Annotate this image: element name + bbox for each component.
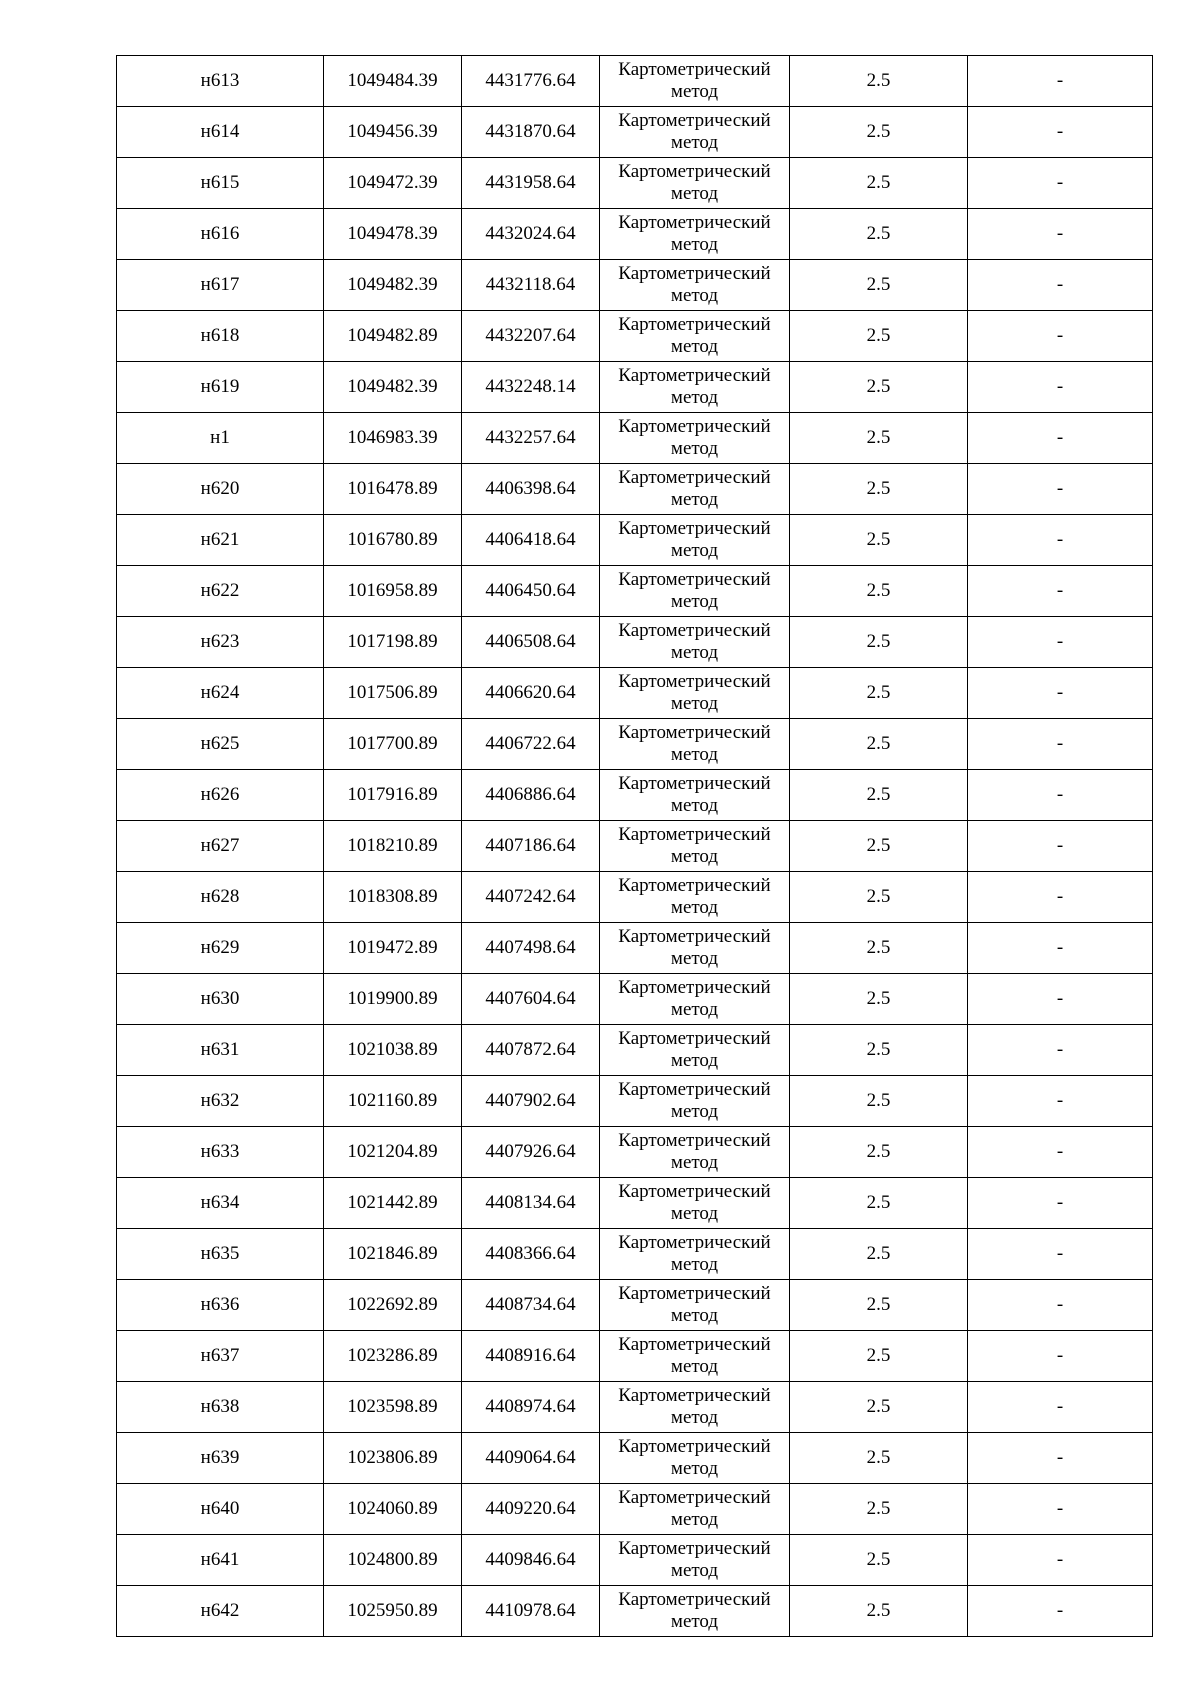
cell-coordinate-x: 1049478.39 (324, 209, 462, 260)
cell-point-number: н620 (117, 464, 324, 515)
cell-coordinate-y: 4409846.64 (462, 1535, 600, 1586)
cell-point-number: н637 (117, 1331, 324, 1382)
cell-accuracy: 2.5 (790, 209, 968, 260)
method-line-2: метод (670, 285, 719, 306)
cell-point-number: н639 (117, 1433, 324, 1484)
cell-point-number: н629 (117, 923, 324, 974)
table-row (117, 1178, 1153, 1229)
cell-method (600, 821, 790, 872)
cell-note: - (968, 566, 1153, 617)
cell-note: - (968, 1076, 1153, 1127)
method-line-2: метод (670, 846, 719, 867)
cell-note: - (968, 617, 1153, 668)
table-row (117, 1433, 1153, 1484)
table-row (117, 1076, 1153, 1127)
cell-note: - (968, 260, 1153, 311)
cell-point-number: н618 (117, 311, 324, 362)
cell-note: - (968, 923, 1153, 974)
method-line-1: Картометрический (618, 314, 771, 335)
method-line-1: Картометрический (618, 824, 771, 845)
cell-coordinate-x: 1016478.89 (324, 464, 462, 515)
method-line-1: Картометрический (618, 977, 771, 998)
cell-coordinate-y: 4432207.64 (462, 311, 600, 362)
table-row (117, 1484, 1153, 1535)
cell-note: - (968, 158, 1153, 209)
cell-method (600, 872, 790, 923)
cell-method (600, 1382, 790, 1433)
method-line-2: метод (670, 540, 719, 561)
table-row (117, 566, 1153, 617)
cell-accuracy: 2.5 (790, 1433, 968, 1484)
method-line-2: метод (670, 948, 719, 969)
method-line-1: Картометрический (618, 1130, 771, 1151)
method-line-2: метод (670, 1305, 719, 1326)
cell-accuracy: 2.5 (790, 1127, 968, 1178)
table-row (117, 719, 1153, 770)
cell-accuracy: 2.5 (790, 821, 968, 872)
method-line-2: метод (670, 795, 719, 816)
table-row (117, 107, 1153, 158)
table-row (117, 1280, 1153, 1331)
method-line-1: Картометрический (618, 1589, 771, 1610)
cell-point-number: н621 (117, 515, 324, 566)
cell-point-number: н642 (117, 1586, 324, 1637)
cell-note: - (968, 209, 1153, 260)
cell-accuracy: 2.5 (790, 1331, 968, 1382)
cell-point-number: н625 (117, 719, 324, 770)
table-row (117, 1025, 1153, 1076)
cell-accuracy: 2.5 (790, 1229, 968, 1280)
cell-note: - (968, 872, 1153, 923)
cell-coordinate-y: 4406620.64 (462, 668, 600, 719)
cell-accuracy: 2.5 (790, 1178, 968, 1229)
table-row (117, 872, 1153, 923)
cell-method (600, 311, 790, 362)
cell-note: - (968, 515, 1153, 566)
cell-accuracy: 2.5 (790, 1382, 968, 1433)
cell-note: - (968, 668, 1153, 719)
method-line-2: метод (670, 1152, 719, 1173)
cell-coordinate-x: 1021442.89 (324, 1178, 462, 1229)
method-line-2: метод (670, 234, 719, 255)
cell-coordinate-x: 1019900.89 (324, 974, 462, 1025)
cell-method (600, 1331, 790, 1382)
cell-accuracy: 2.5 (790, 668, 968, 719)
cell-coordinate-x: 1017198.89 (324, 617, 462, 668)
cell-point-number: н622 (117, 566, 324, 617)
cell-coordinate-y: 4407186.64 (462, 821, 600, 872)
table-row (117, 209, 1153, 260)
cell-note: - (968, 974, 1153, 1025)
method-line-1: Картометрический (618, 1334, 771, 1355)
cell-coordinate-x: 1049484.39 (324, 56, 462, 107)
cell-accuracy: 2.5 (790, 719, 968, 770)
method-line-2: метод (670, 1611, 719, 1632)
table-row (117, 1382, 1153, 1433)
method-line-1: Картометрический (618, 1079, 771, 1100)
cell-method (600, 158, 790, 209)
cell-method (600, 1535, 790, 1586)
cell-note: - (968, 770, 1153, 821)
coordinates-table (116, 55, 1153, 1637)
cell-method (600, 413, 790, 464)
cell-coordinate-y: 4406886.64 (462, 770, 600, 821)
cell-coordinate-x: 1049482.39 (324, 362, 462, 413)
cell-coordinate-y: 4407604.64 (462, 974, 600, 1025)
table-row (117, 1535, 1153, 1586)
cell-point-number: н630 (117, 974, 324, 1025)
cell-coordinate-x: 1017700.89 (324, 719, 462, 770)
cell-point-number: н619 (117, 362, 324, 413)
cell-coordinate-y: 4408366.64 (462, 1229, 600, 1280)
method-line-2: метод (670, 336, 719, 357)
method-line-1: Картометрический (618, 110, 771, 131)
cell-method (600, 566, 790, 617)
method-line-1: Картометрический (618, 365, 771, 386)
cell-method (600, 1484, 790, 1535)
cell-point-number: н631 (117, 1025, 324, 1076)
method-line-1: Картометрический (618, 416, 771, 437)
method-line-2: метод (670, 744, 719, 765)
cell-accuracy: 2.5 (790, 56, 968, 107)
cell-accuracy: 2.5 (790, 413, 968, 464)
cell-point-number: н616 (117, 209, 324, 260)
cell-note: - (968, 311, 1153, 362)
cell-note: - (968, 1025, 1153, 1076)
cell-coordinate-y: 4431870.64 (462, 107, 600, 158)
method-line-1: Картометрический (618, 1181, 771, 1202)
cell-coordinate-y: 4406398.64 (462, 464, 600, 515)
cell-coordinate-x: 1022692.89 (324, 1280, 462, 1331)
cell-method (600, 770, 790, 821)
cell-coordinate-y: 4407242.64 (462, 872, 600, 923)
cell-coordinate-y: 4406450.64 (462, 566, 600, 617)
method-line-2: метод (670, 183, 719, 204)
method-line-2: метод (670, 1509, 719, 1530)
table-row (117, 668, 1153, 719)
cell-coordinate-x: 1016958.89 (324, 566, 462, 617)
cell-accuracy: 2.5 (790, 362, 968, 413)
cell-accuracy: 2.5 (790, 1586, 968, 1637)
cell-coordinate-x: 1021160.89 (324, 1076, 462, 1127)
cell-method (600, 719, 790, 770)
method-line-2: метод (670, 1101, 719, 1122)
cell-coordinate-y: 4432118.64 (462, 260, 600, 311)
cell-method (600, 617, 790, 668)
cell-note: - (968, 1586, 1153, 1637)
cell-accuracy: 2.5 (790, 260, 968, 311)
cell-note: - (968, 821, 1153, 872)
method-line-1: Картометрический (618, 773, 771, 794)
cell-coordinate-y: 4406722.64 (462, 719, 600, 770)
method-line-1: Картометрический (618, 671, 771, 692)
table-body (117, 56, 1153, 1637)
cell-coordinate-x: 1017506.89 (324, 668, 462, 719)
method-line-2: метод (670, 693, 719, 714)
cell-point-number: н636 (117, 1280, 324, 1331)
cell-point-number: н633 (117, 1127, 324, 1178)
cell-point-number: н628 (117, 872, 324, 923)
cell-coordinate-y: 4432024.64 (462, 209, 600, 260)
method-line-2: метод (670, 1203, 719, 1224)
method-line-2: метод (670, 642, 719, 663)
cell-method (600, 1229, 790, 1280)
cell-coordinate-y: 4407902.64 (462, 1076, 600, 1127)
method-line-2: метод (670, 1458, 719, 1479)
cell-coordinate-x: 1021204.89 (324, 1127, 462, 1178)
method-line-2: метод (670, 591, 719, 612)
cell-accuracy: 2.5 (790, 158, 968, 209)
method-line-1: Картометрический (618, 1487, 771, 1508)
cell-coordinate-y: 4407926.64 (462, 1127, 600, 1178)
cell-method (600, 362, 790, 413)
table-row (117, 770, 1153, 821)
cell-point-number: н638 (117, 1382, 324, 1433)
cell-coordinate-x: 1016780.89 (324, 515, 462, 566)
cell-point-number: н627 (117, 821, 324, 872)
cell-coordinate-x: 1019472.89 (324, 923, 462, 974)
cell-coordinate-y: 4432257.64 (462, 413, 600, 464)
cell-method (600, 464, 790, 515)
table-row (117, 413, 1153, 464)
method-line-1: Картометрический (618, 1283, 771, 1304)
method-line-2: метод (670, 1356, 719, 1377)
cell-coordinate-y: 4409220.64 (462, 1484, 600, 1535)
cell-method (600, 668, 790, 719)
cell-coordinate-x: 1024060.89 (324, 1484, 462, 1535)
table-row (117, 515, 1153, 566)
cell-accuracy: 2.5 (790, 872, 968, 923)
cell-coordinate-y: 4406508.64 (462, 617, 600, 668)
cell-coordinate-y: 4408974.64 (462, 1382, 600, 1433)
cell-note: - (968, 107, 1153, 158)
cell-accuracy: 2.5 (790, 107, 968, 158)
cell-note: - (968, 1535, 1153, 1586)
cell-note: - (968, 413, 1153, 464)
cell-note: - (968, 1178, 1153, 1229)
cell-coordinate-y: 4407872.64 (462, 1025, 600, 1076)
cell-point-number: н614 (117, 107, 324, 158)
cell-coordinate-x: 1018210.89 (324, 821, 462, 872)
cell-method (600, 56, 790, 107)
cell-note: - (968, 719, 1153, 770)
cell-accuracy: 2.5 (790, 923, 968, 974)
cell-method (600, 1127, 790, 1178)
cell-coordinate-x: 1023286.89 (324, 1331, 462, 1382)
cell-accuracy: 2.5 (790, 566, 968, 617)
cell-point-number: н617 (117, 260, 324, 311)
method-line-2: метод (670, 897, 719, 918)
cell-method (600, 923, 790, 974)
cell-coordinate-y: 4410978.64 (462, 1586, 600, 1637)
table-row (117, 260, 1153, 311)
method-line-2: метод (670, 1050, 719, 1071)
cell-point-number: н1 (117, 413, 324, 464)
cell-accuracy: 2.5 (790, 617, 968, 668)
method-line-1: Картометрический (618, 875, 771, 896)
cell-accuracy: 2.5 (790, 1025, 968, 1076)
cell-coordinate-y: 4409064.64 (462, 1433, 600, 1484)
cell-coordinate-x: 1049472.39 (324, 158, 462, 209)
table-row (117, 158, 1153, 209)
cell-method (600, 1076, 790, 1127)
cell-coordinate-x: 1046983.39 (324, 413, 462, 464)
method-line-2: метод (670, 132, 719, 153)
table-row (117, 974, 1153, 1025)
cell-point-number: н641 (117, 1535, 324, 1586)
cell-coordinate-x: 1049482.39 (324, 260, 462, 311)
cell-point-number: н632 (117, 1076, 324, 1127)
cell-point-number: н640 (117, 1484, 324, 1535)
method-line-1: Картометрический (618, 569, 771, 590)
method-line-1: Картометрический (618, 1538, 771, 1559)
table-row (117, 1586, 1153, 1637)
cell-coordinate-x: 1049456.39 (324, 107, 462, 158)
cell-note: - (968, 1280, 1153, 1331)
table-row (117, 821, 1153, 872)
cell-point-number: н634 (117, 1178, 324, 1229)
cell-coordinate-x: 1018308.89 (324, 872, 462, 923)
cell-accuracy: 2.5 (790, 974, 968, 1025)
cell-method (600, 1025, 790, 1076)
cell-coordinate-x: 1025950.89 (324, 1586, 462, 1637)
cell-accuracy: 2.5 (790, 515, 968, 566)
method-line-1: Картометрический (618, 212, 771, 233)
cell-note: - (968, 1127, 1153, 1178)
cell-accuracy: 2.5 (790, 1076, 968, 1127)
cell-method (600, 515, 790, 566)
cell-coordinate-y: 4431776.64 (462, 56, 600, 107)
method-line-2: метод (670, 999, 719, 1020)
table-row (117, 464, 1153, 515)
cell-method (600, 107, 790, 158)
cell-accuracy: 2.5 (790, 311, 968, 362)
method-line-1: Картометрический (618, 161, 771, 182)
cell-coordinate-x: 1023806.89 (324, 1433, 462, 1484)
cell-point-number: н626 (117, 770, 324, 821)
cell-point-number: н613 (117, 56, 324, 107)
table-row (117, 923, 1153, 974)
method-line-1: Картометрический (618, 926, 771, 947)
cell-method (600, 1280, 790, 1331)
method-line-2: метод (670, 81, 719, 102)
cell-note: - (968, 362, 1153, 413)
method-line-1: Картометрический (618, 1232, 771, 1253)
cell-method (600, 974, 790, 1025)
cell-coordinate-x: 1021038.89 (324, 1025, 462, 1076)
cell-coordinate-y: 4408916.64 (462, 1331, 600, 1382)
table-row (117, 56, 1153, 107)
cell-accuracy: 2.5 (790, 1280, 968, 1331)
method-line-2: метод (670, 438, 719, 459)
cell-method (600, 1433, 790, 1484)
cell-note: - (968, 1484, 1153, 1535)
cell-coordinate-x: 1049482.89 (324, 311, 462, 362)
cell-point-number: н623 (117, 617, 324, 668)
cell-coordinate-x: 1023598.89 (324, 1382, 462, 1433)
cell-accuracy: 2.5 (790, 770, 968, 821)
cell-coordinate-x: 1017916.89 (324, 770, 462, 821)
cell-coordinate-y: 4408134.64 (462, 1178, 600, 1229)
cell-point-number: н615 (117, 158, 324, 209)
cell-method (600, 1586, 790, 1637)
table-row (117, 1229, 1153, 1280)
method-line-1: Картометрический (618, 59, 771, 80)
cell-note: - (968, 1382, 1153, 1433)
method-line-2: метод (670, 1254, 719, 1275)
cell-point-number: н624 (117, 668, 324, 719)
cell-note: - (968, 1229, 1153, 1280)
method-line-1: Картометрический (618, 1436, 771, 1457)
cell-coordinate-y: 4406418.64 (462, 515, 600, 566)
method-line-1: Картометрический (618, 263, 771, 284)
cell-accuracy: 2.5 (790, 464, 968, 515)
method-line-1: Картометрический (618, 467, 771, 488)
cell-note: - (968, 1433, 1153, 1484)
table-row (117, 311, 1153, 362)
cell-method (600, 260, 790, 311)
cell-note: - (968, 464, 1153, 515)
cell-point-number: н635 (117, 1229, 324, 1280)
cell-method (600, 1178, 790, 1229)
cell-coordinate-x: 1021846.89 (324, 1229, 462, 1280)
cell-coordinate-x: 1024800.89 (324, 1535, 462, 1586)
method-line-2: метод (670, 1560, 719, 1581)
cell-coordinate-y: 4407498.64 (462, 923, 600, 974)
table-row (117, 362, 1153, 413)
cell-coordinate-y: 4431958.64 (462, 158, 600, 209)
cell-note: - (968, 56, 1153, 107)
cell-accuracy: 2.5 (790, 1535, 968, 1586)
cell-accuracy: 2.5 (790, 1484, 968, 1535)
method-line-1: Картометрический (618, 620, 771, 641)
method-line-2: метод (670, 489, 719, 510)
cell-note: - (968, 1331, 1153, 1382)
method-line-2: метод (670, 387, 719, 408)
table-row (117, 1331, 1153, 1382)
method-line-1: Картометрический (618, 1028, 771, 1049)
method-line-1: Картометрический (618, 722, 771, 743)
cell-coordinate-y: 4432248.14 (462, 362, 600, 413)
cell-method (600, 209, 790, 260)
method-line-1: Картометрический (618, 518, 771, 539)
cell-coordinate-y: 4408734.64 (462, 1280, 600, 1331)
table-row (117, 1127, 1153, 1178)
method-line-2: метод (670, 1407, 719, 1428)
method-line-1: Картометрический (618, 1385, 771, 1406)
table-row (117, 617, 1153, 668)
